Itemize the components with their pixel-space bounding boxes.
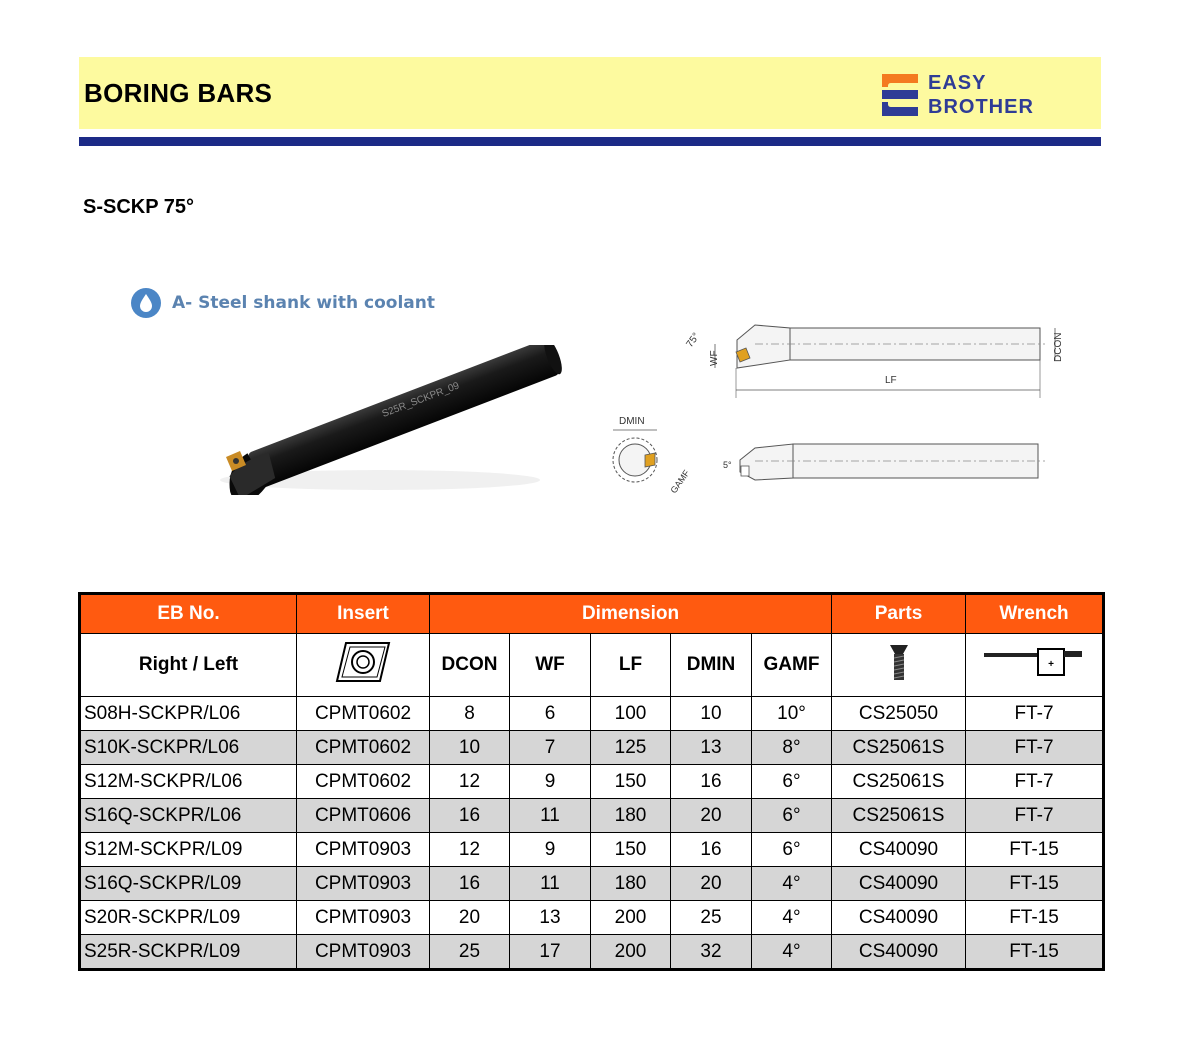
gamf-cell: 6° [752,833,832,867]
gamf-cell: 6° [752,765,832,799]
water-drop-icon [130,287,162,319]
wrench-cell: FT-15 [966,833,1104,867]
table-row [80,833,1104,867]
table-row [80,799,1104,833]
dimension-header: Dimension [430,594,832,634]
insert-cell: CPMT0606 [297,799,430,833]
wf-header: WF [510,634,591,697]
feature-text: A- Steel shank with coolant [172,293,435,313]
lf-cell: 200 [591,935,671,970]
dcon-cell: 8 [430,697,510,731]
gamf-header: GAMF [752,634,832,697]
dcon-cell: 25 [430,935,510,970]
wrench-cell: FT-15 [966,935,1104,970]
dmin-cell: 10 [671,697,752,731]
parts-cell: CS25061S [832,765,966,799]
wrench-header: Wrench [966,594,1104,634]
gamf-cell: 10° [752,697,832,731]
product-title: S-SCKP 75° [83,196,195,218]
table-row [80,901,1104,935]
table-row [80,765,1104,799]
gamf-cell: 6° [752,799,832,833]
dcon-cell: 16 [430,867,510,901]
lf-cell: 150 [591,765,671,799]
parts-cell: CS40090 [832,867,966,901]
svg-text:+: + [1048,659,1054,670]
table-row [80,867,1104,901]
feature-line [130,287,435,319]
wf-cell: 9 [510,833,591,867]
insert-cell: CPMT0602 [297,731,430,765]
technical-drawing [605,320,1085,505]
wf-cell: 11 [510,799,591,833]
gamf-cell: 4° [752,935,832,970]
product-photo [210,345,570,500]
dmin-cell: 16 [671,833,752,867]
brand-name-line1: EASY [928,72,987,94]
parts-cell: CS25061S [832,731,966,765]
wf-label: WF [709,350,720,366]
parts-cell: CS25061S [832,799,966,833]
dmin-cell: 20 [671,799,752,833]
wf-cell: 9 [510,765,591,799]
gamf-cell: 4° [752,901,832,935]
insert-cell: CPMT0602 [297,697,430,731]
wf-cell: 7 [510,731,591,765]
eb-no-cell: S16Q-SCKPR/L09 [80,867,297,901]
brand-name-line2: BROTHER [928,96,1034,118]
wrench-cell: FT-7 [966,697,1104,731]
eb-no-cell: S08H-SCKPR/L06 [80,697,297,731]
page-title: BORING BARS [84,78,273,108]
dmin-cell: 20 [671,867,752,901]
spec-table [78,592,1105,971]
gamf-cell: 4° [752,867,832,901]
wrench-cell: FT-15 [966,867,1104,901]
brand-logo-icon [878,72,922,118]
parts-header: Parts [832,594,966,634]
table-row [80,935,1104,970]
wrench-icon-cell [966,634,1104,697]
dcon-cell: 12 [430,765,510,799]
table-row [80,731,1104,765]
brand-logo [878,72,922,123]
dcon-cell: 12 [430,833,510,867]
insert-cell: CPMT0903 [297,867,430,901]
insert-header: Insert [297,594,430,634]
group-header-row [80,594,1104,634]
table-row [80,697,1104,731]
eb-no-cell: S25R-SCKPR/L09 [80,935,297,970]
insert-cell: CPMT0903 [297,833,430,867]
eb-no-cell: S10K-SCKPR/L06 [80,731,297,765]
wrench-cell: FT-15 [966,901,1104,935]
insert-cell: CPMT0903 [297,901,430,935]
dcon-header: DCON [430,634,510,697]
wrench-icon [982,645,1086,679]
sub-header-row [80,634,1104,697]
parts-cell: CS25050 [832,697,966,731]
parts-cell: CS40090 [832,901,966,935]
lf-cell: 125 [591,731,671,765]
insert-cell: CPMT0602 [297,765,430,799]
wf-cell: 6 [510,697,591,731]
parts-icon-cell [832,634,966,697]
bar-engraving: S25R_SCKPR_09 [380,380,461,420]
dmin-cell: 16 [671,765,752,799]
wf-cell: 17 [510,935,591,970]
dmin-label: DMIN [619,416,645,427]
eb-no-cell: S12M-SCKPR/L06 [80,765,297,799]
wf-cell: 13 [510,901,591,935]
eb-no-header: EB No. [80,594,297,634]
lf-cell: 180 [591,799,671,833]
insert-icon [334,640,392,684]
dmin-cell: 25 [671,901,752,935]
lf-header: LF [591,634,671,697]
lf-cell: 200 [591,901,671,935]
insert-cell: CPMT0903 [297,935,430,970]
dmin-cell: 13 [671,731,752,765]
eb-no-cell: S20R-SCKPR/L09 [80,901,297,935]
screw-icon [888,642,910,682]
wrench-cell: FT-7 [966,731,1104,765]
dmin-cell: 32 [671,935,752,970]
wrench-cell: FT-7 [966,799,1104,833]
lf-cell: 180 [591,867,671,901]
angle-label: 75° [684,331,703,350]
parts-cell: CS40090 [832,935,966,970]
header-rule [79,137,1101,146]
insert-icon-cell [297,634,430,697]
dcon-cell: 16 [430,799,510,833]
eb-no-cell: S12M-SCKPR/L09 [80,833,297,867]
wf-cell: 11 [510,867,591,901]
dcon-label: DCON [1053,332,1064,362]
dmin-header: DMIN [671,634,752,697]
relief-label: 5° [723,460,732,470]
lf-cell: 150 [591,833,671,867]
parts-cell: CS40090 [832,833,966,867]
eb-no-cell: S16Q-SCKPR/L06 [80,799,297,833]
lf-label: LF [885,375,897,386]
dcon-cell: 10 [430,731,510,765]
dcon-cell: 20 [430,901,510,935]
gamf-cell: 8° [752,731,832,765]
gamf-label: GAMF [668,468,692,496]
lf-cell: 100 [591,697,671,731]
wrench-cell: FT-7 [966,765,1104,799]
right-left-header: Right / Left [80,634,297,697]
